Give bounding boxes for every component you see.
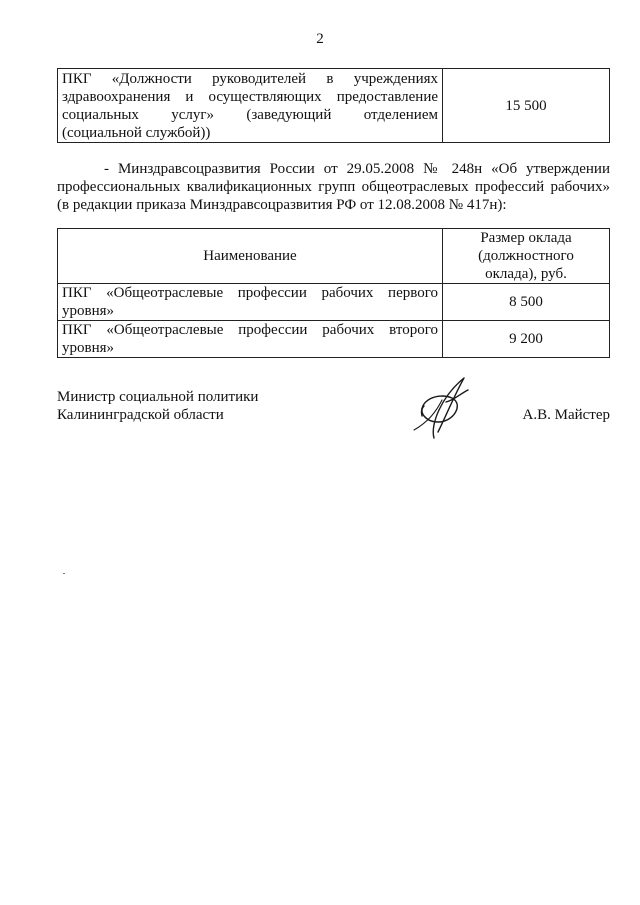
header-salary-line: (должностного: [478, 248, 574, 264]
position-name-cell: [58, 69, 443, 143]
profession-name-line: уровня»: [62, 303, 115, 319]
profession-name-line: ПКГ «Общеотраслевые профессии рабочих первого: [62, 285, 438, 301]
header-salary-line: оклада), руб.: [485, 266, 567, 282]
worker-professions-table: [57, 228, 610, 358]
salary-value-cell: 9 200: [443, 321, 610, 358]
position-name-line: ПКГ «Должности руководителей в учреждениях: [62, 71, 438, 87]
page-number: 2: [316, 31, 324, 47]
profession-name-cell: [58, 321, 443, 358]
position-name-line: здравоохранения и осуществляющих предоставление: [62, 89, 438, 105]
position-name-line: социальных услуг» (заведующий отделением: [62, 107, 438, 123]
order-reference-paragraph: [57, 160, 610, 214]
salary-value-cell: 8 500: [443, 284, 610, 321]
profession-name-line: ПКГ «Общеотраслевые профессии рабочих второго: [62, 322, 438, 338]
table-row: [58, 69, 610, 143]
handwritten-signature: [408, 372, 478, 442]
salary-value-cell: 15 500: [443, 69, 610, 143]
signatory-position-line: Министр социальной политики: [57, 389, 259, 405]
profession-name-line: уровня»: [62, 340, 115, 356]
paragraph-line: (в редакции приказа Минздравсоцразвития РФ от 12.08.2008 № 417н):: [57, 197, 507, 213]
paragraph-line: - Минздравсоцразвития России от 29.05.2008 № 248н «Об утверждении: [104, 161, 610, 177]
table-row: [58, 321, 610, 358]
paragraph-line: профессиональных квалификационных групп общеотраслевых профессий рабочих»: [57, 179, 610, 195]
scan-speck: [63, 573, 65, 574]
signatory-name: А.В. Майстер: [522, 407, 610, 423]
header-name: Наименование: [58, 229, 443, 284]
positions-salary-table: [57, 68, 610, 143]
header-salary-line: Размер оклада: [480, 230, 572, 246]
signatory-position: [57, 388, 258, 424]
position-name-line: (социальной службой)): [62, 125, 211, 141]
table-header-row: [58, 229, 610, 284]
profession-name-cell: [58, 284, 443, 321]
header-salary: [443, 229, 610, 284]
signatory-position-line: Калининградской области: [57, 407, 224, 423]
table-row: [58, 284, 610, 321]
